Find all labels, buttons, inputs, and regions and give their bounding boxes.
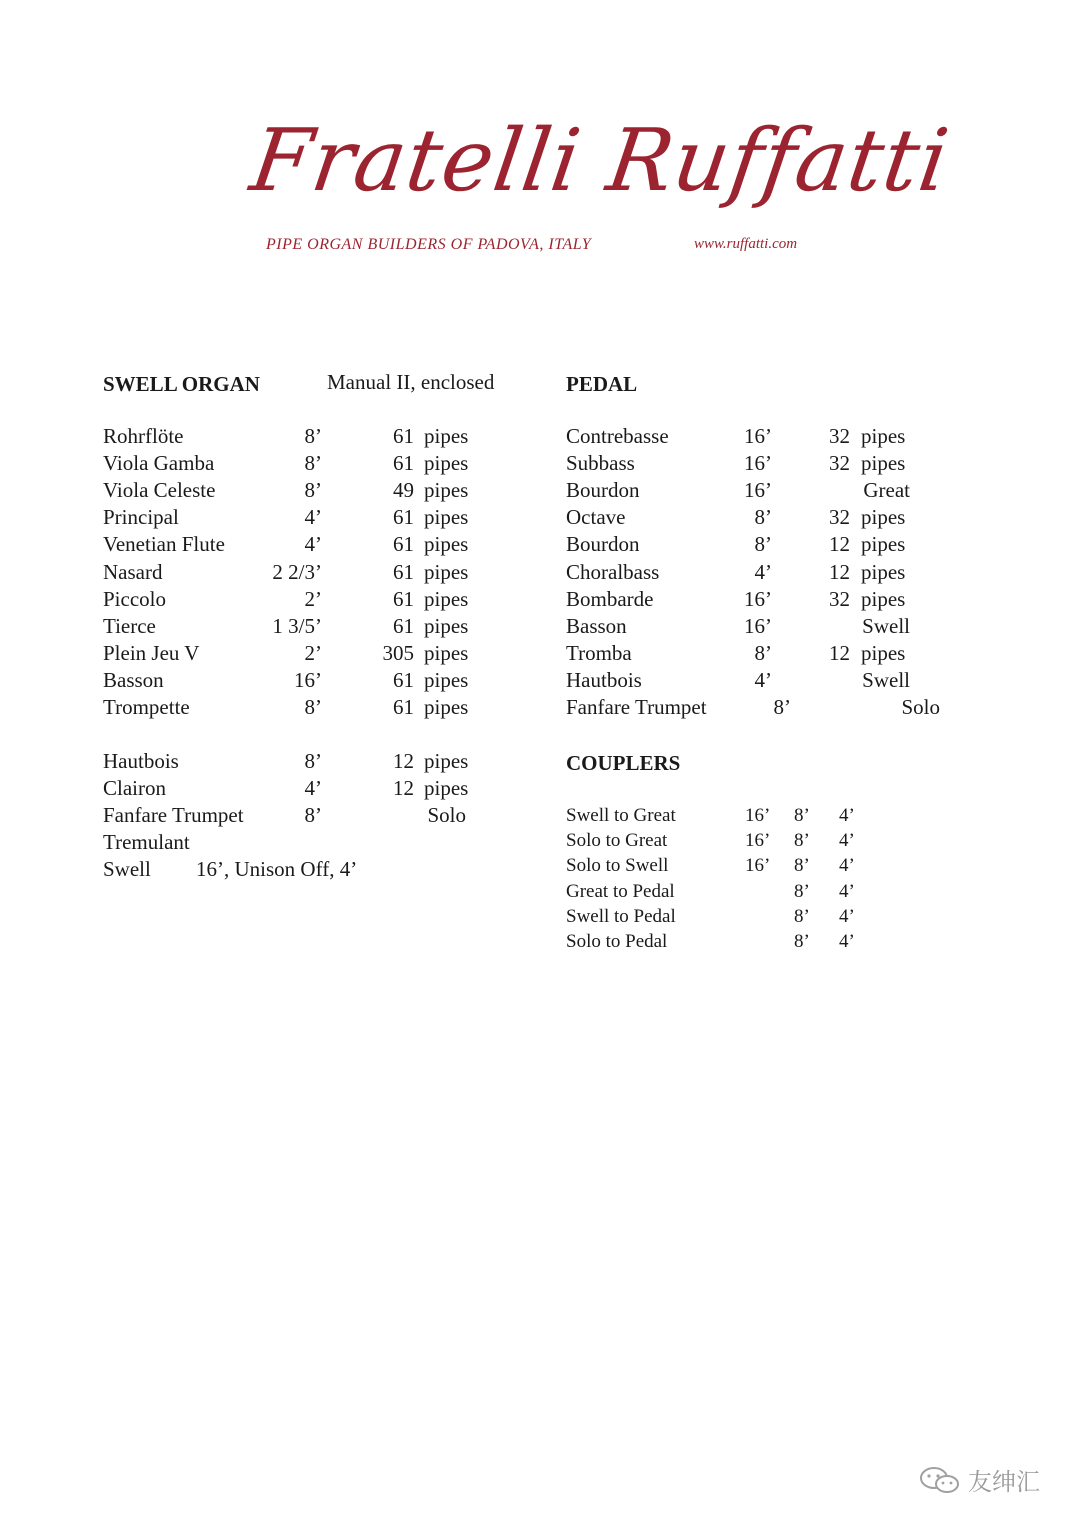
- stop-pipe-unit: pipes: [861, 559, 906, 584]
- stop-pipe-count: 12: [829, 640, 850, 665]
- stop-pitch: 16’: [744, 478, 772, 503]
- stop-pipe-unit: pipes: [424, 776, 469, 800]
- stop-pipe-count: 61: [393, 505, 414, 530]
- stop-pitch: 16’: [744, 586, 772, 611]
- coupler-8: 8’: [794, 931, 810, 952]
- stop-name: Fanfare Trumpet: [566, 695, 707, 719]
- stop-pipe-unit: pipes: [861, 640, 906, 665]
- stop-pitch: 8’: [304, 803, 322, 827]
- stop-pipe-unit: pipes: [424, 695, 469, 719]
- stop-name: Piccolo: [103, 586, 166, 611]
- stop-pipe-unit: pipes: [424, 451, 469, 476]
- stop-pipe-unit: pipes: [424, 559, 469, 584]
- stop-name: Contrebasse: [566, 424, 669, 448]
- stop-pitch: 8’: [754, 640, 772, 665]
- stop-name: Basson: [103, 667, 164, 692]
- stop-name: Principal: [103, 505, 179, 530]
- stop-pipe-count: 61: [393, 451, 414, 476]
- coupler-16: 16’: [745, 805, 771, 826]
- stop-pipe-count: 12: [393, 749, 414, 773]
- swell-coupler-label: Swell: [103, 857, 151, 881]
- stop-name: Nasard: [103, 559, 163, 584]
- coupler-name: Swell to Pedal: [566, 905, 676, 927]
- stop-pipe-unit: pipes: [861, 424, 906, 448]
- coupler-name: Great to Pedal: [566, 880, 675, 902]
- coupler-4: 4’: [839, 931, 855, 952]
- coupler-name: Solo to Pedal: [566, 931, 668, 952]
- coupler-4: 4’: [839, 905, 855, 927]
- stop-source: Swell: [862, 613, 910, 638]
- stop-name: Trompette: [103, 695, 190, 719]
- stop-name: Fanfare Trumpet: [103, 803, 244, 827]
- stop-pipe-count: 61: [393, 667, 414, 692]
- coupler-8: 8’: [794, 805, 810, 826]
- stop-pipe-count: 61: [393, 424, 414, 448]
- coupler-8: 8’: [794, 830, 810, 852]
- stop-name: Venetian Flute: [103, 532, 225, 557]
- stop-name: Hautbois: [103, 749, 179, 773]
- stop-pipe-count: 32: [829, 451, 850, 476]
- swell-title: SWELL ORGAN: [103, 372, 260, 396]
- stop-pipe-count: 12: [829, 559, 850, 584]
- stop-pitch: 4’: [754, 559, 772, 584]
- coupler-8: 8’: [794, 880, 810, 902]
- stop-pitch: 4’: [304, 776, 322, 800]
- stop-pipe-unit: pipes: [861, 586, 906, 611]
- stop-name: Hautbois: [566, 667, 642, 692]
- stop-pitch: 16’: [744, 451, 772, 476]
- stop-pipe-unit: pipes: [424, 749, 469, 773]
- stop-name: Bombarde: [566, 586, 654, 611]
- stop-pitch: 8’: [304, 451, 322, 476]
- stop-pitch: 8’: [304, 478, 322, 503]
- stop-pitch: 8’: [304, 424, 322, 448]
- stop-pipe-unit: pipes: [861, 505, 906, 530]
- coupler-4: 4’: [839, 855, 855, 877]
- coupler-name: Solo to Great: [566, 830, 668, 852]
- stop-name: Tierce: [103, 613, 156, 638]
- coupler-8: 8’: [794, 855, 810, 877]
- stop-pipe-unit: pipes: [424, 505, 469, 530]
- coupler-16: 16’: [745, 855, 771, 877]
- swell-coupler-values: 16’, Unison Off, 4’: [196, 857, 358, 881]
- stop-pipe-unit: pipes: [424, 424, 469, 448]
- stop-pitch: 8’: [754, 532, 772, 557]
- stop-pipe-unit: pipes: [861, 451, 906, 476]
- stop-name: Viola Gamba: [103, 451, 215, 476]
- stop-pipe-count: 32: [829, 586, 850, 611]
- stop-name: Octave: [566, 505, 626, 530]
- stop-pitch: 1 3/5’: [272, 613, 322, 638]
- stop-pipe-unit: pipes: [424, 667, 469, 692]
- stop-pitch: 8’: [773, 695, 791, 719]
- stop-pipe-unit: pipes: [861, 532, 906, 557]
- stop-pipe-count: 61: [393, 586, 414, 611]
- stop-pitch: 8’: [304, 749, 322, 773]
- coupler-name: Solo to Swell: [566, 855, 669, 877]
- stop-pitch: 8’: [754, 505, 772, 530]
- coupler-4: 4’: [839, 805, 855, 826]
- coupler-16: 16’: [745, 830, 771, 852]
- tagline: PIPE ORGAN BUILDERS OF PADOVA, ITALY: [266, 236, 592, 253]
- stop-name: Bourdon: [566, 478, 640, 503]
- stop-pipe-count: 32: [829, 424, 850, 448]
- stop-pipe-count: 61: [393, 613, 414, 638]
- stop-source: Swell: [862, 667, 910, 692]
- pedal-title: PEDAL: [566, 372, 638, 396]
- stop-name: Tromba: [566, 640, 632, 665]
- couplers-title: COUPLERS: [566, 751, 681, 775]
- stop-pitch: 16’: [744, 613, 772, 638]
- stop-pitch: 2’: [304, 586, 322, 611]
- stop-pipe-unit: pipes: [424, 478, 469, 503]
- stop-pipe-unit: pipes: [424, 532, 469, 557]
- stop-name: Choralbass: [566, 559, 660, 584]
- stop-name: Bourdon: [566, 532, 640, 557]
- stop-pitch: 4’: [304, 505, 322, 530]
- swell-subtitle: Manual II, enclosed: [327, 370, 495, 394]
- stop-pipe-count: 61: [393, 532, 414, 557]
- stop-pipe-count: 61: [393, 559, 414, 584]
- tremulant-label: Tremulant: [103, 830, 190, 854]
- stop-source: Solo: [427, 803, 466, 827]
- stop-name: Clairon: [103, 776, 166, 800]
- stop-pipe-unit: pipes: [424, 586, 469, 611]
- stop-name: Viola Celeste: [103, 478, 216, 503]
- stop-name: Plein Jeu V: [103, 640, 200, 665]
- stop-pipe-count: 49: [393, 478, 414, 503]
- coupler-name: Swell to Great: [566, 805, 676, 826]
- wechat-icon: [918, 1465, 962, 1495]
- watermark: [918, 1462, 1040, 1497]
- stop-pitch: 2’: [304, 640, 322, 665]
- stop-pipe-count: 305: [382, 640, 414, 665]
- website: www.ruffatti.com: [694, 236, 798, 252]
- stop-pipe-unit: pipes: [424, 613, 469, 638]
- stop-pipe-count: 61: [393, 695, 414, 719]
- stop-source: Solo: [901, 695, 940, 719]
- stop-pipe-count: 32: [829, 505, 850, 530]
- stop-pipe-count: 12: [829, 532, 850, 557]
- stop-pitch: 16’: [294, 667, 322, 692]
- stop-name: Subbass: [566, 451, 635, 476]
- stop-pitch: 2 2/3’: [272, 559, 322, 584]
- stop-name: Rohrflöte: [103, 424, 184, 448]
- stop-pipe-unit: pipes: [424, 640, 469, 665]
- brand-logo: Fratelli Ruffatti: [244, 111, 956, 211]
- coupler-4: 4’: [839, 830, 855, 852]
- stop-pipe-count: 12: [393, 776, 414, 800]
- stop-pitch: 16’: [744, 424, 772, 448]
- watermark-text: 友绅汇: [968, 1468, 1040, 1496]
- stop-name: Basson: [566, 613, 627, 638]
- stop-pitch: 4’: [754, 667, 772, 692]
- stop-pitch: 4’: [304, 532, 322, 557]
- stop-pitch: 8’: [304, 695, 322, 719]
- coupler-4: 4’: [839, 880, 855, 902]
- coupler-8: 8’: [794, 905, 810, 927]
- stop-source: Great: [863, 478, 910, 503]
